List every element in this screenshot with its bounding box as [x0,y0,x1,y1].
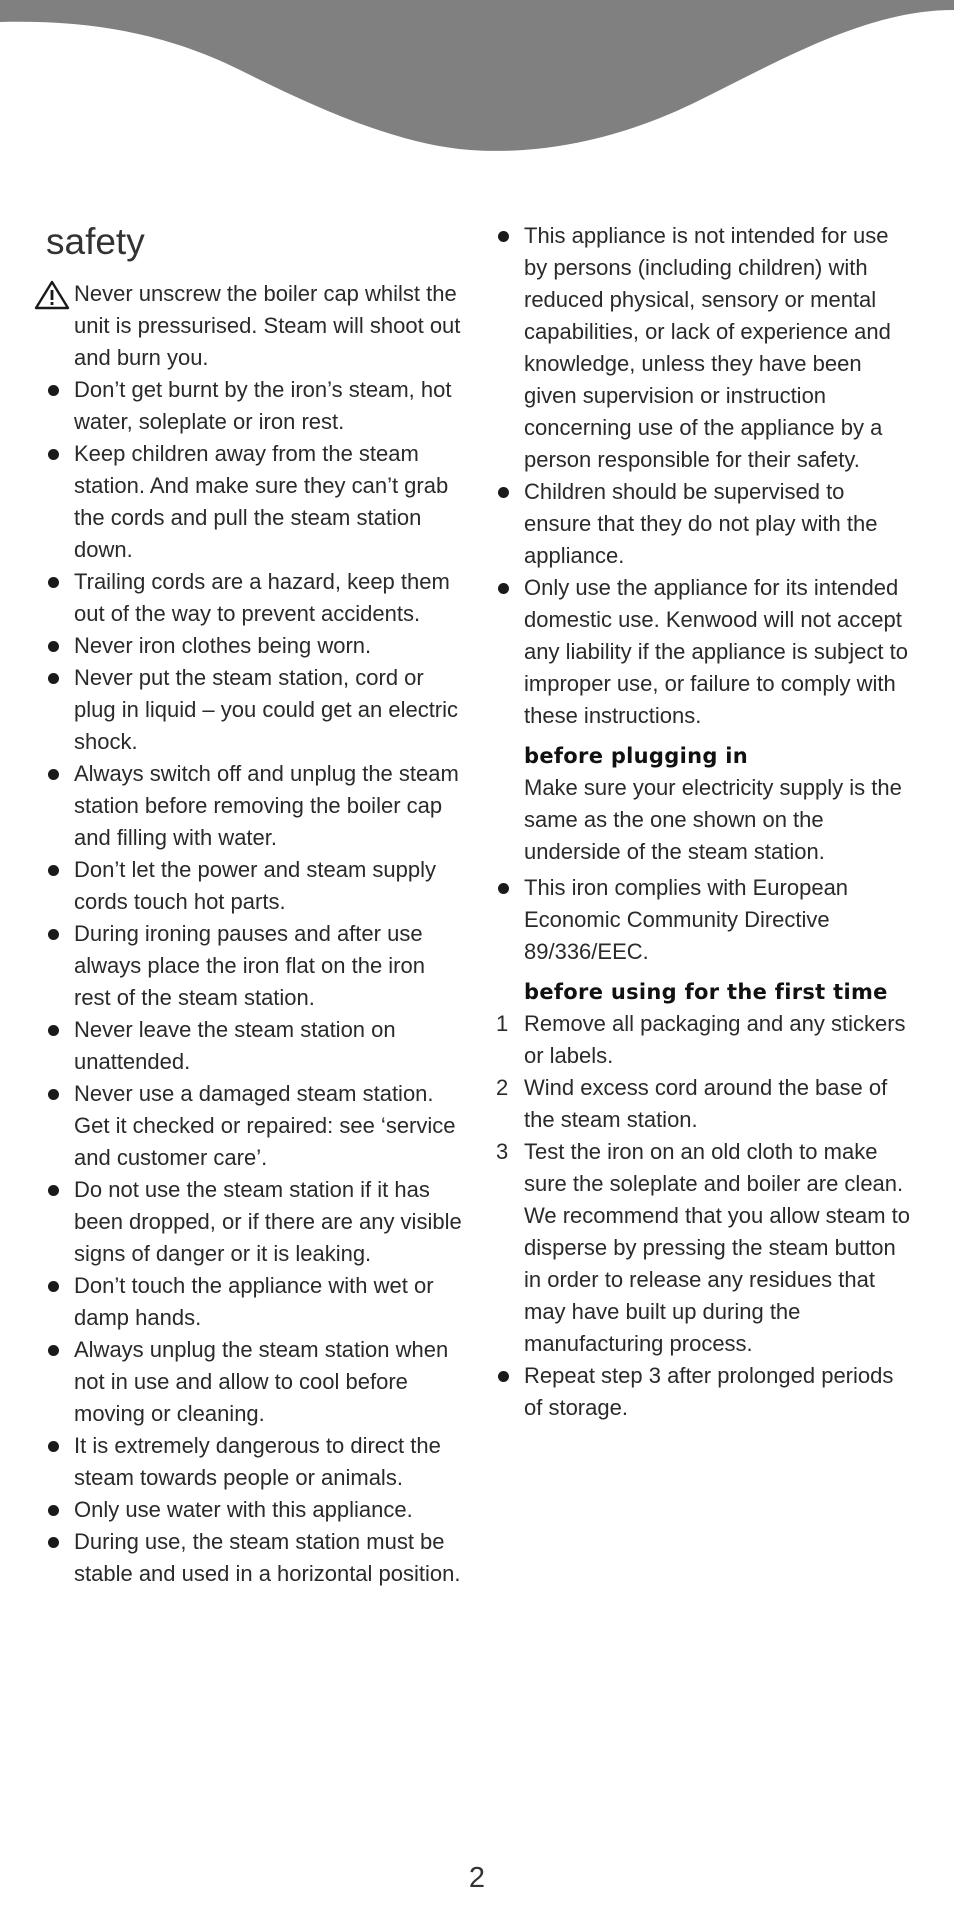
list-item [496,220,916,476]
list-item [46,854,466,918]
list-item-text: Don’t get burnt by the iron’s steam, hot water, soleplate or iron rest. [74,377,452,434]
directive-list [496,872,916,968]
list-item-text: During use, the steam station must be stable and used in a horizontal position. [74,1529,461,1586]
bullet-icon [48,1025,59,1036]
list-item [46,1014,466,1078]
list-item [46,1526,466,1590]
bullet-icon [48,1345,59,1356]
safety-list [46,278,466,1590]
list-item [46,1078,466,1174]
bullet-icon [48,1281,59,1292]
safety-list-continued [496,220,916,732]
list-item-text: It is extremely dangerous to direct the steam towards people or animals. [74,1433,441,1490]
warning-triangle-icon [34,280,70,310]
step-number: 3 [496,1139,509,1164]
step-number: 1 [496,1011,509,1036]
list-item [46,918,466,1014]
list-item [46,662,466,758]
page-number: 2 [468,1862,486,1894]
list-item [496,476,916,572]
list-item-text: Don’t let the power and steam supply cords touch hot parts. [74,857,436,914]
bullet-icon [48,673,59,684]
before-plugging-text: Make sure your electricity supply is the same as the one shown on the underside of the steam station. [524,775,902,864]
list-item [46,1494,466,1526]
step-item [496,1008,916,1072]
list-item-text: Repeat step 3 after prolonged periods of storage. [524,1363,894,1420]
bullet-icon [48,929,59,940]
bullet-icon [498,487,509,498]
list-item-text: Do not use the steam station if it has been dropped, or if there are any visible signs of danger or it is leaking. [74,1177,462,1266]
step-text: Wind excess cord around the base of the steam station. [524,1075,888,1132]
list-item-text: Never put the steam station, cord or plug in liquid – you could get an electric shock. [74,665,459,754]
list-item [46,1334,466,1430]
list-item [46,630,466,662]
section-title-safety: safety [46,221,145,262]
bullet-icon [498,231,509,242]
right-column [496,220,916,1424]
list-item-text: Children should be supervised to ensure that they do not play with the appliance. [524,479,878,568]
list-item-text: Never leave the steam station on unattended. [74,1017,396,1074]
list-item [496,872,916,968]
step-text: Test the iron on an old cloth to make sure the soleplate and boiler are clean. We recommend that you allow steam to disperse by pressing the steam button in order to release any residues that may have built up during the manufacturing process. [524,1139,910,1356]
list-item-text: Always unplug the steam station when not in use and allow to cool before moving or cleaning. [74,1337,449,1426]
list-item-text: This appliance is not intended for use by persons (including children) with reduced physical, sensory or mental capabilities, or lack of experience and knowledge, unless they have been given supervision or instruction concerning use of the appliance by a person responsible for their safety. [524,223,891,472]
bullet-icon [48,1089,59,1100]
bullet-icon [48,1185,59,1196]
list-item-text: Only use the appliance for its intended domestic use. Kenwood will not accept any liability if the appliance is subject to improper use, or failure to comply with these instructions. [524,575,908,728]
bullet-icon [48,769,59,780]
first-use-steps [496,1008,916,1360]
bullet-icon [498,883,509,894]
header-wave-band [0,0,954,160]
bullet-icon [48,641,59,652]
heading-before-plugging-in: before plugging in [524,744,749,768]
list-item [496,1360,916,1424]
step-item [496,1072,916,1136]
list-item [46,1270,466,1334]
list-item [46,758,466,854]
list-item [46,438,466,566]
bullet-icon [48,577,59,588]
list-item [46,1430,466,1494]
list-item [46,566,466,630]
list-item-text: Don’t touch the appliance with wet or damp hands. [74,1273,434,1330]
storage-list [496,1360,916,1424]
list-item-text: Never iron clothes being worn. [74,633,372,658]
list-item [46,1174,466,1270]
list-item [46,278,466,374]
bullet-icon [48,1505,59,1516]
list-item-text: Always switch off and unplug the steam station before removing the boiler cap and filling with water. [74,761,459,850]
list-item-text: Trailing cords are a hazard, keep them out of the way to prevent accidents. [74,569,450,626]
list-item [46,374,466,438]
bullet-icon [48,1441,59,1452]
step-number: 2 [496,1075,509,1100]
bullet-icon [48,449,59,460]
bullet-icon [48,385,59,396]
list-item-text: Keep children away from the steam station. And make sure they can’t grab the cords and pull the steam station down. [74,441,449,562]
list-item-text: During ironing pauses and after use always place the iron flat on the iron rest of the steam station. [74,921,425,1010]
left-column [46,220,466,1590]
list-item-text: Never use a damaged steam station. Get it checked or repaired: see ‘service and customer care’. [74,1081,456,1170]
list-item-text: Only use water with this appliance. [74,1497,413,1522]
list-item-text: Never unscrew the boiler cap whilst the unit is pressurised. Steam will shoot out and burn you. [74,281,461,370]
bullet-icon [498,1371,509,1382]
bullet-icon [48,865,59,876]
heading-before-first-use: before using for the first time [524,980,888,1004]
list-item [496,572,916,732]
step-item [496,1136,916,1360]
step-text: Remove all packaging and any stickers or labels. [524,1011,906,1068]
list-item-text: This iron complies with European Economic Community Directive 89/336/EEC. [524,875,849,964]
bullet-icon [48,1537,59,1548]
bullet-icon [498,583,509,594]
